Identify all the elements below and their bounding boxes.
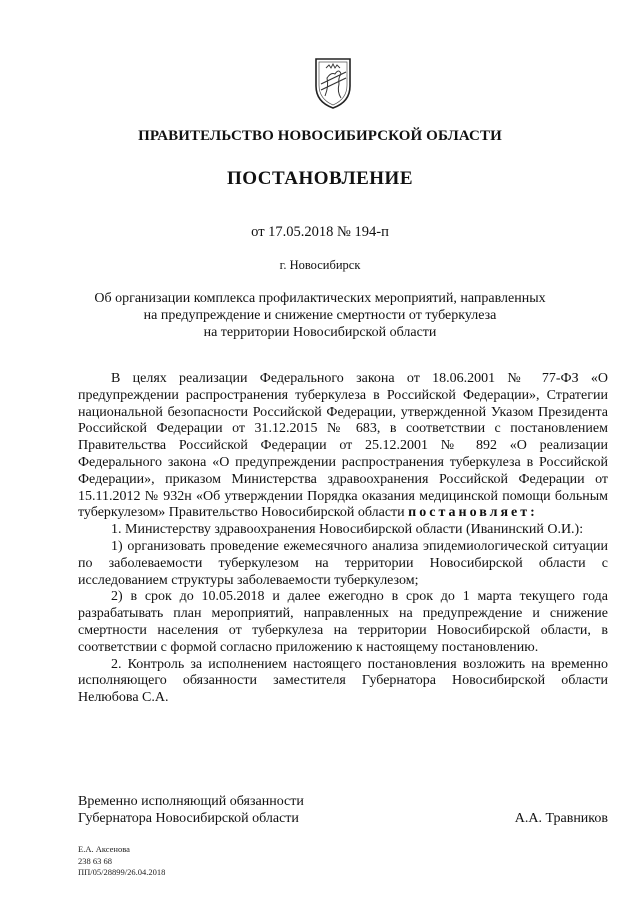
organization-title: ПРАВИТЕЛЬСТВО НОВОСИБИРСКОЙ ОБЛАСТИ [138, 128, 502, 144]
subject-line: на предупреждение и снижение смертности от туберкулеза [143, 308, 497, 323]
preamble-text: В целях реализации Федерального закона от 18.06.2001 № 77-ФЗ «О предупреждении распространения туберкулеза в Российской Федерации», Стратегии национальной безопасности Российской Федерации, утвержденной Указом Президента Российской Федерации от 31.12.2015 № 683, в соответствии с постановлением Правительства Российской Федерации от 25.12.2001 № 892 «О реализации Федерального закона «О предупреждении распространения туберкулеза в Российской Федерации», приказом Министерства здравоохранения Российской Федерации от 15.11.2012 № 932н «Об утверждении Порядка оказания медицинской помощи больным туберкулезом» Правительство Новосибирской области [78, 371, 608, 521]
signature-block [78, 793, 608, 827]
preamble-paragraph [78, 371, 608, 522]
city: г. Новосибирск [279, 258, 361, 272]
item-2: 2. Контроль за исполнением настоящего постановления возложить на временно исполняющего обязанности заместителя Губернатора Новосибирской области Нелюбова С.А. [78, 656, 608, 706]
registry-number: ПП/05/28899/26.04.2018 [78, 867, 166, 877]
document-subject [0, 290, 640, 341]
resolves-word: постановляет: [408, 505, 538, 521]
executor-info [78, 844, 165, 879]
subject-line: на территории Новосибирской области [203, 325, 437, 340]
item-1-1: 1) организовать проведение ежемесячного анализа эпидемиологической ситуации по заболеваемости туберкулезом на территории Новосибирской области с исследованием структуры заболеваемости туберкулезом; [78, 538, 608, 588]
coat-of-arms-icon [313, 56, 353, 110]
signature-position-line: Губернатора Новосибирской области [78, 811, 299, 826]
document-type: ПОСТАНОВЛЕНИЕ [226, 168, 414, 189]
item-1-2: 2) в срок до 10.05.2018 и далее ежегодно в срок до 1 марта текущего года разрабатывать план мероприятий, направленных на предупреждение и снижение смертности населения от туберкулеза на территории Новосибирской области, в соответствии с формой согласно приложению к настоящему постановлению. [78, 589, 608, 655]
signature-position-line: Временно исполняющий обязанности [78, 794, 304, 809]
executor-name: Е.А. Аксенова [78, 844, 130, 854]
item-1: 1. Министерству здравоохранения Новосибирской области (Иванинский О.И.): [111, 522, 584, 538]
date-number: от 17.05.2018 № 194-п [251, 224, 389, 240]
executor-phone: 238 63 68 [78, 855, 112, 866]
document-body [78, 371, 608, 707]
subject-line: Об организации комплекса профилактических мероприятий, направленных [94, 291, 546, 306]
signatory-name: А.А. Травников [514, 811, 608, 826]
